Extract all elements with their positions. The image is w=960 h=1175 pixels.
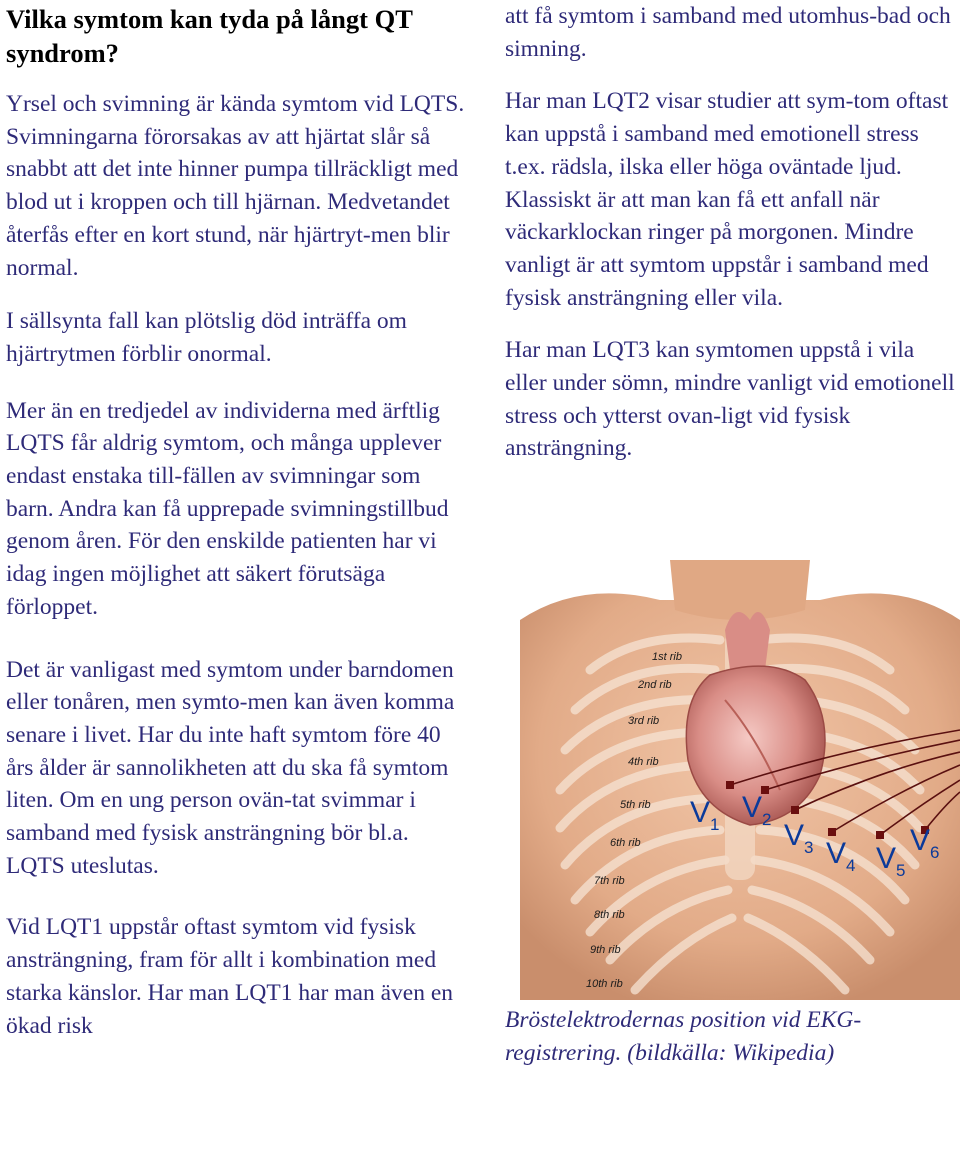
paragraph-lqt1: Vid LQT1 uppstår oftast symtom vid fysisk ansträngning, fram för allt i kombination med starka känslor. Har man LQT1 har man även en ökad risk: [6, 914, 453, 1039]
rib-label-1: 1st rib: [652, 651, 682, 663]
paragraph-tredjedel: Mer än en tredjedel av individerna med ärftlig LQTS får aldrig symtom, och många upplever endast enstaka till-fällen av svimningar som barn. Andra kan få upprepade svimningstillbud genom åren. För den enskilde patienten har vi idag ingen möjlighet att säkert förutsäga förloppet.: [6, 397, 449, 620]
electrode-v2: [761, 786, 769, 794]
electrode-v4: [828, 828, 836, 836]
lead-v6-label: $V_6$: [910, 824, 940, 862]
rib-label-9: 9th rib: [590, 944, 621, 956]
lead-v4-label: $V_4$: [826, 837, 856, 875]
lead-v1-label: $V_1$: [690, 796, 720, 834]
electrode-v5: [876, 831, 884, 839]
rib-label-2: 2nd rib: [638, 679, 672, 691]
rib-label-8: 8th rib: [594, 909, 625, 921]
neck-shape: [670, 560, 810, 620]
rib-label-6: 6th rib: [610, 837, 641, 849]
paragraph-lqt3: Har man LQT3 kan symtomen uppstå i vila eller under sömn, mindre vanligt vid emotionell stress och ytterst ovan-ligt vid fysisk ansträngning.: [505, 337, 955, 462]
paragraph-barndomen: Det är vanligast med symtom under barndomen eller tonåren, men symto-men kan även komma senare i livet. Har du inte haft symtom före 40 års ålder är sannolikheten att du ska få symtom liten. Om en ung person ovän-tat svimmar i samband med fysisk ansträngning bör bl.a. LQTS uteslutas.: [6, 656, 455, 879]
electrode-v3: [791, 806, 799, 814]
ekg-electrode-figure: [520, 560, 960, 1000]
lead-v2-label: $V_2$: [742, 791, 772, 829]
paragraph-plotslig-dod: I sällsynta fall kan plötslig död inträffa om hjärtrytmen förblir onormal.: [6, 308, 407, 367]
rib-label-7: 7th rib: [594, 875, 625, 887]
chest-illustration: [520, 560, 960, 1000]
figure-caption: Bröstelektrodernas position vid EKG-registrering. (bildkälla: Wikipedia): [505, 1007, 862, 1066]
lead-v5-label: $V_5$: [876, 842, 906, 880]
lead-v3-label: $V_3$: [784, 819, 814, 857]
paragraph-utomhusbad: att få symtom i samband med utomhus-bad och simning.: [505, 3, 951, 62]
left-column: [6, 0, 468, 1042]
page-heading: Vilka symtom kan tyda på långt QT syndrom?: [6, 4, 413, 68]
electrode-v1: [726, 781, 734, 789]
rib-label-5: 5th rib: [620, 799, 651, 811]
rib-label-10: 10th rib: [586, 978, 623, 990]
paragraph-yrsel: Yrsel och svimning är kända symtom vid LQTS. Svimningarna förorsakas av att hjärtat slår så snabbt att det inte hinner pumpa tillräckligt med blod ut i kroppen och till hjärnan. Medvetandet återfås efter en kort stund, när hjärtryt-men blir normal.: [6, 91, 465, 281]
rib-label-3: 3rd rib: [628, 715, 660, 727]
rib-label-4: 4th rib: [628, 756, 659, 768]
right-column: [505, 0, 960, 465]
paragraph-lqt2: Har man LQT2 visar studier att sym-tom oftast kan uppstå i samband med emotionell stress t.ex. rädsla, ilska eller höga oväntade ljud. Klassiskt är att man kan få ett anfall när väckarklockan ringer på morgonen. Mindre vanligt är att symtom uppstår i samband med fysisk ansträngning eller vila.: [505, 88, 949, 311]
